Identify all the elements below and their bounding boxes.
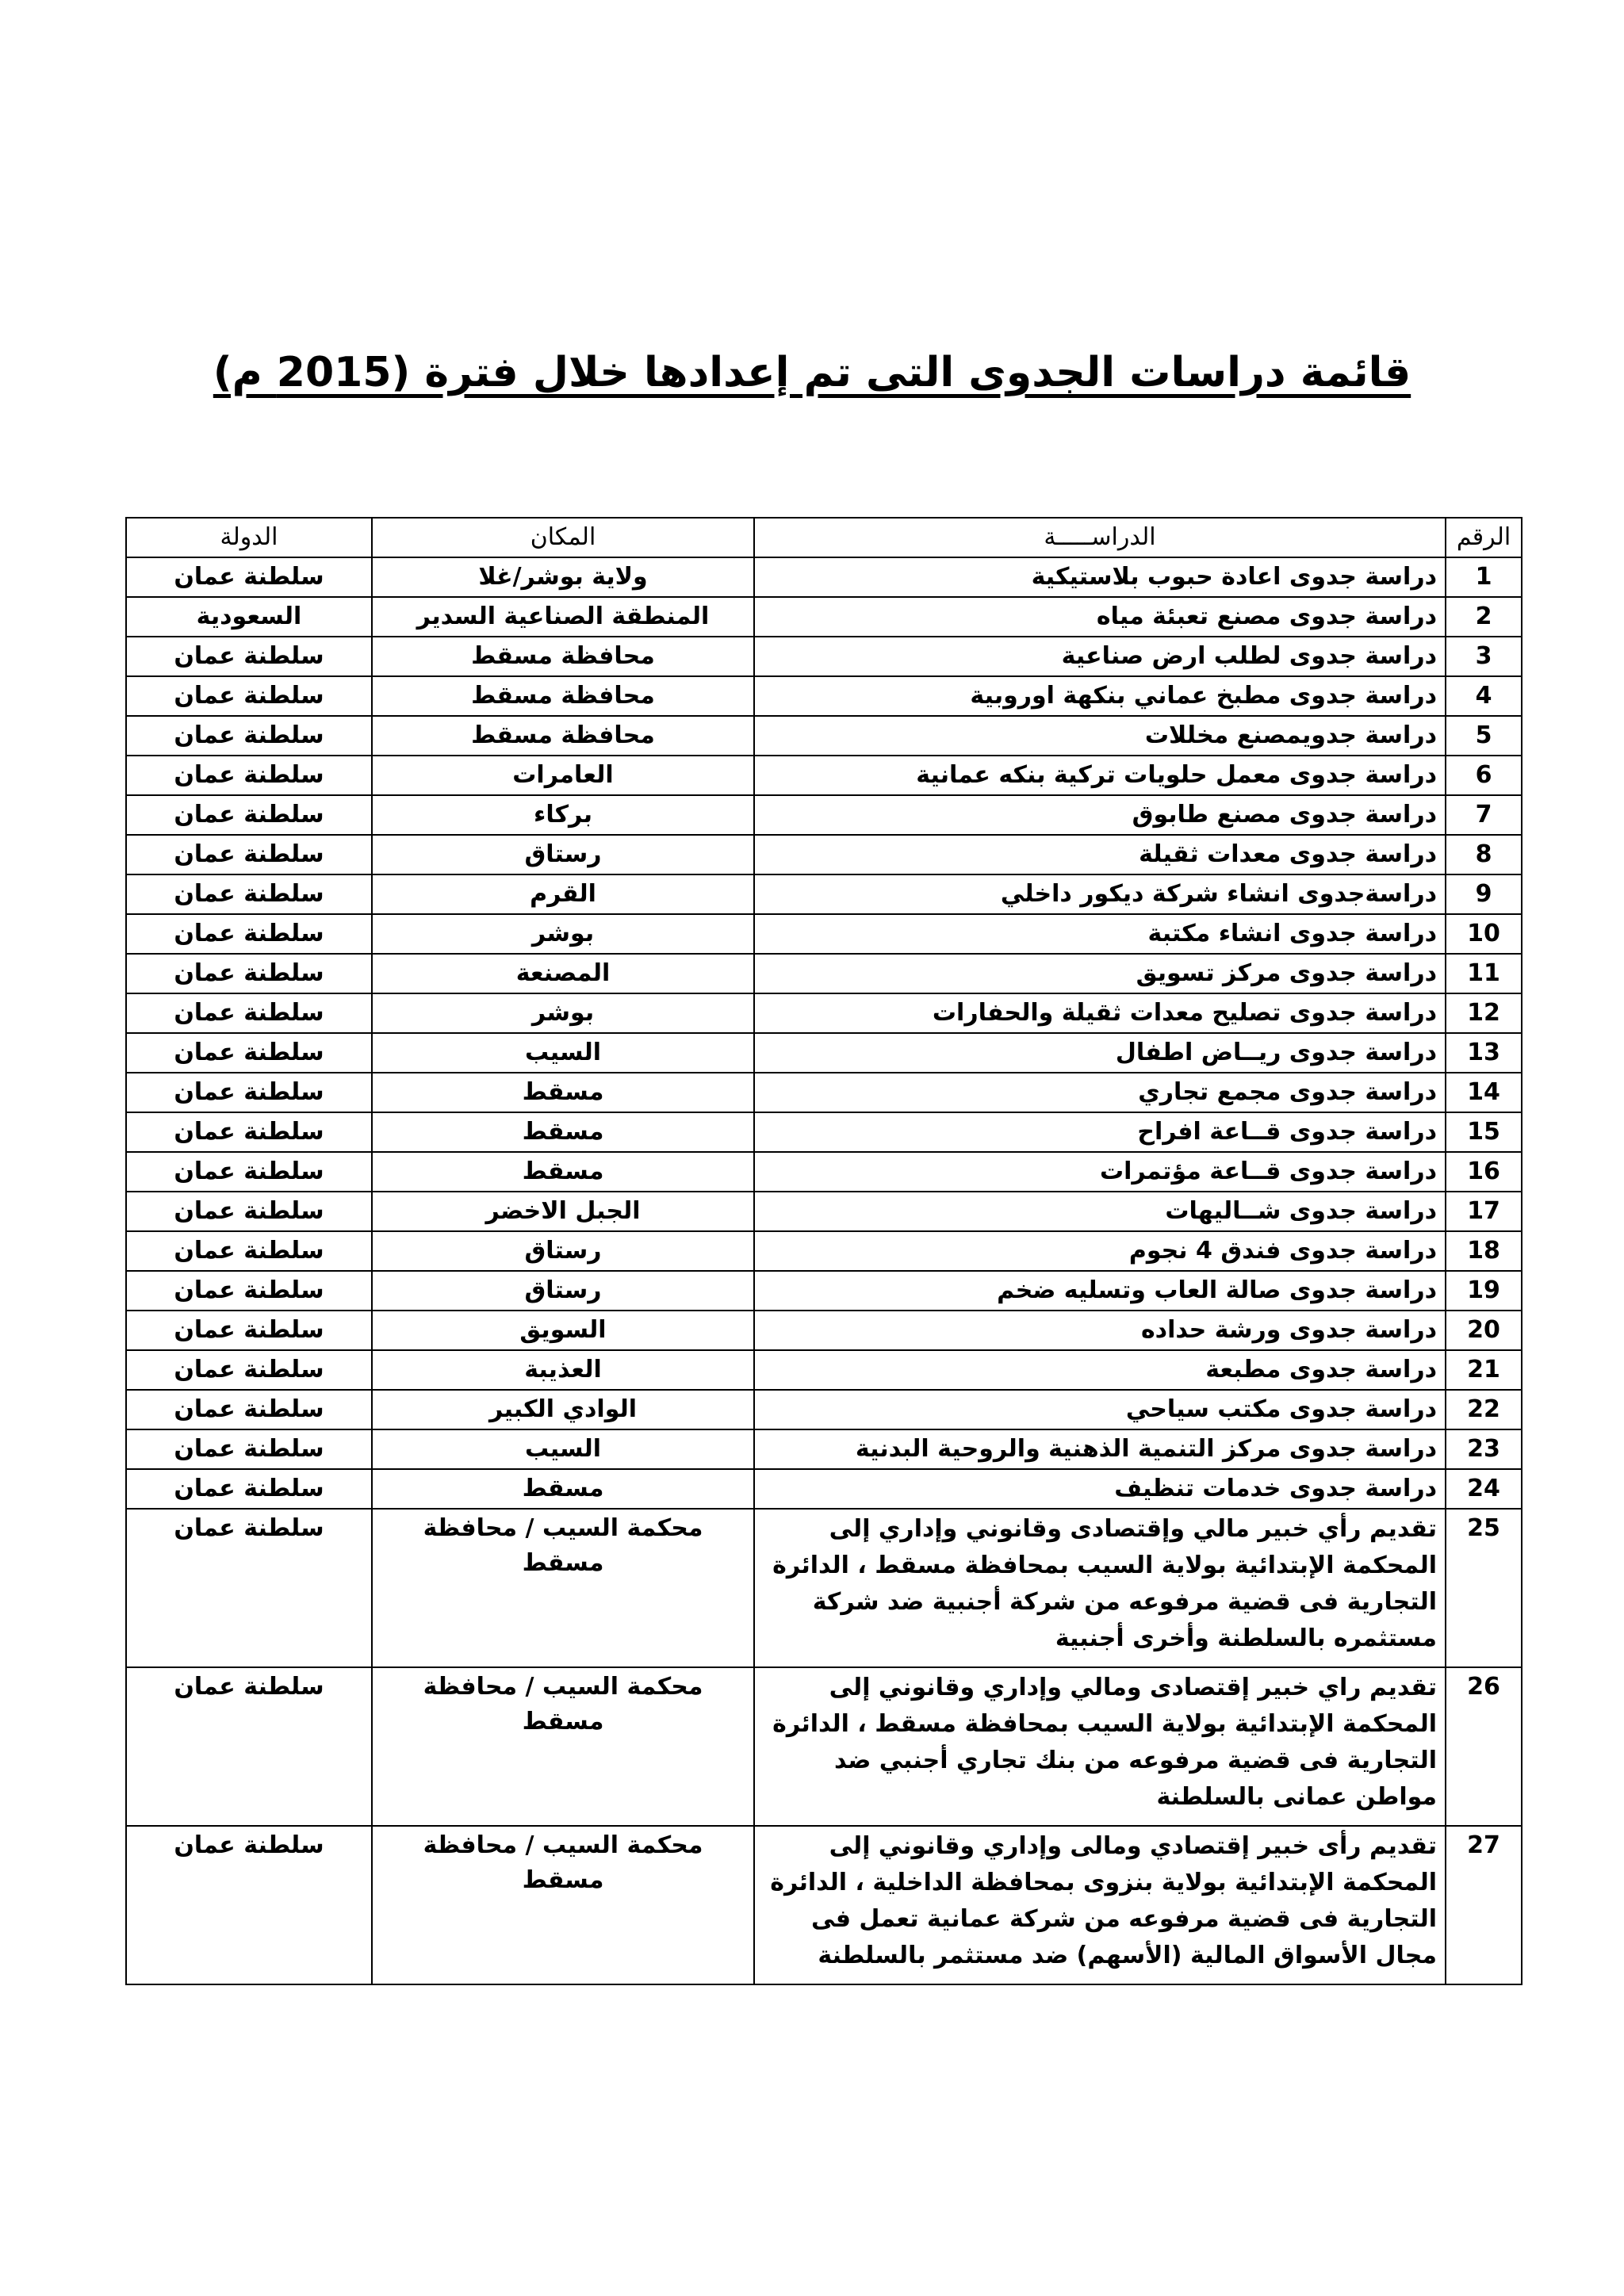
- table-row: [126, 756, 1522, 795]
- row-place: محكمة السيب / محافظة مسقط: [372, 1826, 754, 1984]
- row-country: سلطنة عمان: [126, 716, 372, 756]
- row-place: العذيبة: [372, 1350, 754, 1390]
- row-place: بوشر: [372, 993, 754, 1033]
- row-place: الوادي الكبير: [372, 1390, 754, 1429]
- table-row: [126, 835, 1522, 874]
- row-study: دراسة جدوى معمل حلويات تركية بنكه عمانية: [754, 756, 1446, 795]
- row-study: دراسة جدوى مصنع تعبئة مياه: [754, 597, 1446, 637]
- row-number: 2: [1446, 597, 1522, 637]
- row-number: 20: [1446, 1311, 1522, 1350]
- row-country: سلطنة عمان: [126, 1152, 372, 1192]
- row-place: محكمة السيب / محافظة مسقط: [372, 1509, 754, 1667]
- row-number: 16: [1446, 1152, 1522, 1192]
- row-country: سلطنة عمان: [126, 954, 372, 993]
- row-country: سلطنة عمان: [126, 637, 372, 676]
- row-place: مسقط: [372, 1152, 754, 1192]
- row-country: سلطنة عمان: [126, 1390, 372, 1429]
- row-place: مسقط: [372, 1112, 754, 1152]
- row-place: السيب: [372, 1429, 754, 1469]
- row-place: القرم: [372, 874, 754, 914]
- row-country: سلطنة عمان: [126, 1112, 372, 1152]
- row-place: مسقط: [372, 1073, 754, 1112]
- row-country: سلطنة عمان: [126, 676, 372, 716]
- row-study: دراسة جدوى مطبخ عماني بنكهة اوروبية: [754, 676, 1446, 716]
- table-row: [126, 874, 1522, 914]
- table-row: [126, 557, 1522, 597]
- table-row: [126, 1231, 1522, 1271]
- row-number: 14: [1446, 1073, 1522, 1112]
- row-number: 10: [1446, 914, 1522, 954]
- row-number: 22: [1446, 1390, 1522, 1429]
- row-study: دراسة جدوى قــاعة افراح: [754, 1112, 1446, 1152]
- header-country: الدولة: [126, 518, 372, 557]
- row-study: تقديم رأي خبير مالي وإقتصادى وقانوني وإداري إلى المحكمة الإبتدائية بولاية السيب بمحافظة مسقط ، الدائرة التجارية فى قضية مرفوعه من شركة أجنبية ضد شركة مستثمره بالسلطنة وأخرى أجنبية: [754, 1509, 1446, 1667]
- row-place: السويق: [372, 1311, 754, 1350]
- row-number: 11: [1446, 954, 1522, 993]
- row-country: سلطنة عمان: [126, 1271, 372, 1311]
- row-study: دراسة جدوى معدات ثقيلة: [754, 835, 1446, 874]
- row-number: 6: [1446, 756, 1522, 795]
- row-number: 1: [1446, 557, 1522, 597]
- table-row: [126, 597, 1522, 637]
- row-country: سلطنة عمان: [126, 1073, 372, 1112]
- row-study: دراسة جدوى صالة العاب وتسليه ضخم: [754, 1271, 1446, 1311]
- table-row: [126, 1033, 1522, 1073]
- row-study: دراسة جدوى شــاليهات: [754, 1192, 1446, 1231]
- row-number: 21: [1446, 1350, 1522, 1390]
- row-study: دراسة جدوى انشاء مكتبة: [754, 914, 1446, 954]
- row-number: 12: [1446, 993, 1522, 1033]
- row-place: المنطقة الصناعية السدير: [372, 597, 754, 637]
- table-row: [126, 1469, 1522, 1509]
- row-country: سلطنة عمان: [126, 835, 372, 874]
- row-country: سلطنة عمان: [126, 1667, 372, 1826]
- row-country: سلطنة عمان: [126, 1509, 372, 1667]
- table-row: [126, 795, 1522, 835]
- studies-table: [125, 517, 1522, 1985]
- table-row: [126, 993, 1522, 1033]
- row-place: مسقط: [372, 1469, 754, 1509]
- row-number: 8: [1446, 835, 1522, 874]
- row-number: 13: [1446, 1033, 1522, 1073]
- row-place: الجبل الاخضر: [372, 1192, 754, 1231]
- row-country: سلطنة عمان: [126, 1311, 372, 1350]
- row-study: دراسة جدوى مطبعة: [754, 1350, 1446, 1390]
- row-study: دراسة جدوى قــاعة مؤتمرات: [754, 1152, 1446, 1192]
- row-place: بركاء: [372, 795, 754, 835]
- row-study: دراسة جدوى اعادة حبوب بلاستيكية: [754, 557, 1446, 597]
- row-country: سلطنة عمان: [126, 874, 372, 914]
- row-number: 15: [1446, 1112, 1522, 1152]
- row-country: سلطنة عمان: [126, 993, 372, 1033]
- row-number: 26: [1446, 1667, 1522, 1826]
- table-row: [126, 1429, 1522, 1469]
- row-study: تقديم رأى خبير إقتصادي ومالى وإداري وقانوني إلى المحكمة الإبتدائية بولاية بنزوى بمحافظة الداخلية ، الدائرة التجارية فى قضية مرفوعه من شركة عمانية تعمل فى مجال الأسواق المالية (الأسهم) ضد مستثمر بالسلطنة: [754, 1826, 1446, 1984]
- row-country: سلطنة عمان: [126, 1350, 372, 1390]
- row-number: 5: [1446, 716, 1522, 756]
- row-country: سلطنة عمان: [126, 557, 372, 597]
- row-place: رستاق: [372, 1271, 754, 1311]
- row-country: سلطنة عمان: [126, 1231, 372, 1271]
- row-country: سلطنة عمان: [126, 1192, 372, 1231]
- row-place: العامرات: [372, 756, 754, 795]
- table-row: [126, 716, 1522, 756]
- row-study: دراسة جدوى مركز تسويق: [754, 954, 1446, 993]
- table-row: [126, 1311, 1522, 1350]
- row-country: سلطنة عمان: [126, 1826, 372, 1984]
- row-study: دراسة جدوى مجمع تجاري: [754, 1073, 1446, 1112]
- row-number: 27: [1446, 1826, 1522, 1984]
- row-country: سلطنة عمان: [126, 914, 372, 954]
- header-number: الرقم: [1446, 518, 1522, 557]
- row-country: السعودية: [126, 597, 372, 637]
- table-row: [126, 1073, 1522, 1112]
- table-header-row: [126, 518, 1522, 557]
- row-country: سلطنة عمان: [126, 1429, 372, 1469]
- table-row: [126, 1152, 1522, 1192]
- row-study: دراسة جدوى مركز التنمية الذهنية والروحية البدنية: [754, 1429, 1446, 1469]
- row-number: 25: [1446, 1509, 1522, 1667]
- row-number: 19: [1446, 1271, 1522, 1311]
- row-place: بوشر: [372, 914, 754, 954]
- table-row: [126, 1350, 1522, 1390]
- table-row: [126, 1390, 1522, 1429]
- table-row: [126, 1271, 1522, 1311]
- row-place: محافظة مسقط: [372, 716, 754, 756]
- table-body: [126, 557, 1522, 1984]
- row-place: رستاق: [372, 835, 754, 874]
- table-row: [126, 676, 1522, 716]
- row-place: محكمة السيب / محافظة مسقط: [372, 1667, 754, 1826]
- row-number: 9: [1446, 874, 1522, 914]
- row-study: دراسة جدوى ورشة حداده: [754, 1311, 1446, 1350]
- row-country: سلطنة عمان: [126, 1033, 372, 1073]
- row-place: محافظة مسقط: [372, 676, 754, 716]
- row-study: دراسة جدوى ريــاض اطفال: [754, 1033, 1446, 1073]
- row-study: دراسة جدوى مكتب سياحي: [754, 1390, 1446, 1429]
- row-number: 3: [1446, 637, 1522, 676]
- row-number: 18: [1446, 1231, 1522, 1271]
- table-row: [126, 1112, 1522, 1152]
- table-row: [126, 1667, 1522, 1826]
- row-country: سلطنة عمان: [126, 1469, 372, 1509]
- row-study: دراسة جدوى لطلب ارض صناعية: [754, 637, 1446, 676]
- header-study: الدراســـــة: [754, 518, 1446, 557]
- row-study: دراسة جدوى مصنع طابوق: [754, 795, 1446, 835]
- row-place: السيب: [372, 1033, 754, 1073]
- header-place: المكان: [372, 518, 754, 557]
- row-country: سلطنة عمان: [126, 795, 372, 835]
- row-study: دراسة جدوى خدمات تنظيف: [754, 1469, 1446, 1509]
- row-number: 7: [1446, 795, 1522, 835]
- row-country: سلطنة عمان: [126, 756, 372, 795]
- table-row: [126, 1509, 1522, 1667]
- table-row: [126, 954, 1522, 993]
- row-number: 17: [1446, 1192, 1522, 1231]
- row-place: رستاق: [372, 1231, 754, 1271]
- row-place: محافظة مسقط: [372, 637, 754, 676]
- row-number: 23: [1446, 1429, 1522, 1469]
- row-number: 4: [1446, 676, 1522, 716]
- table-row: [126, 1826, 1522, 1984]
- row-study: دراسة جدوى تصليح معدات ثقيلة والحفارات: [754, 993, 1446, 1033]
- row-place: المصنعة: [372, 954, 754, 993]
- table-row: [126, 1192, 1522, 1231]
- row-study: دراسةجدوى انشاء شركة ديكور داخلي: [754, 874, 1446, 914]
- row-number: 24: [1446, 1469, 1522, 1509]
- table-row: [126, 637, 1522, 676]
- row-study: دراسة جدويمصنع مخللات: [754, 716, 1446, 756]
- page-title: قائمة دراسات الجدوى التى تم إعدادها خلال فترة (2015 م): [213, 349, 1411, 396]
- row-study: تقديم راي خبير إقتصادى ومالي وإداري وقانوني إلى المحكمة الإبتدائية بولاية السيب بمحافظة مسقط ، الدائرة التجارية فى قضية مرفوعه من بنك تجاري أجنبي ضد مواطن عمانى بالسلطنة: [754, 1667, 1446, 1826]
- row-study: دراسة جدوى فندق 4 نجوم: [754, 1231, 1446, 1271]
- table-row: [126, 914, 1522, 954]
- row-place: ولاية بوشر/غلا: [372, 557, 754, 597]
